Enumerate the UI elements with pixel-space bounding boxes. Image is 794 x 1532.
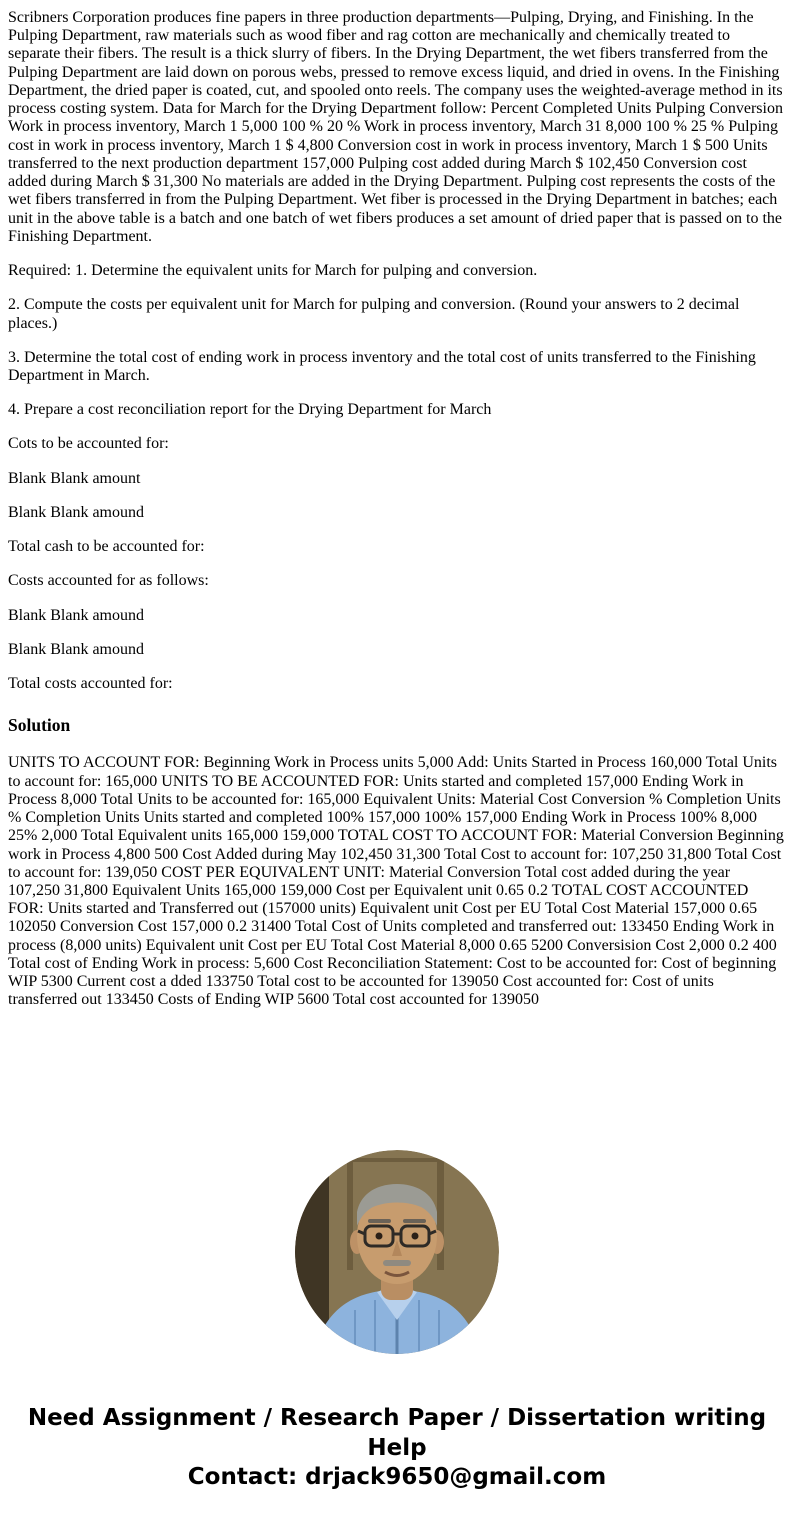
footer — [0, 1404, 794, 1522]
contact-email: Contact: drjack9650@gmail.com — [187, 1464, 607, 1491]
recon-line-costs-to-account: Cots to be accounted for: — [8, 435, 169, 453]
required-item-3: 3. Determine the total cost of ending work in process inventory and the total cost of units transferred to the Finishing Department in March. — [8, 348, 756, 384]
recon-line-costs-accounted: Costs accounted for as follows: — [8, 572, 209, 590]
solution-text: UNITS TO ACCOUNT FOR: Beginning Work in Process units 5,000 Add: Units Started in Process 160,000 Total Units to account for: 165,000 UNITS TO BE ACCOUNTED FOR: Units started and completed 157,000 Ending Work in Process 8,000 Total Units to be accounted for: 165,000 Equivalent Units: Material Cost Conversion % Completion Units % Completion Units Units started and completed 100% 157,000 100% 157,000 Ending Work in Process 100% 8,000 25% 2,000 Total Equivalent units 165,000 159,000 TOTAL COST TO ACCOUNT FOR: Material Conversion Beginning work in Process 4,800 500 Cost Added during May 102,450 31,300 Total Cost to account for: 107,250 31,800 Total Cost to account for: 139,050 COST PER EQUIVALENT UNIT: Material Conversion Total cost added during the year 107,250 31,800 Equivalent Units 165,000 159,000 Cost per Equivalent unit 0.65 0.2 TOTAL COST ACCOUNTED FOR: Units started and Transferred out (157000 units) Equivalent unit Cost per EU Total Cost Material 157,000 0.65 102050 Conversion Cost 157,000 0.2 31400 Total Cost of Units completed and transferred out: 133450 Ending Work in process (8,000 units) Equivalent unit Cost per EU Total Cost Material 8,000 0.65 5200 Conversision Cost 2,000 0.2 400 Total cost of Ending Work in process: 5,600 Cost Reconciliation Statement: Cost to be accounted for: Cost of beginning WIP 5300 Current cost a dded 133750 Total cost to be accounted for 139050 Cost accounted for: Cost of units transferred out 133450 Costs of Ending WIP 5600 Total cost accounted for 139050 — [8, 754, 784, 1009]
document-page — [0, 9, 794, 1010]
solution-heading: Solution — [8, 715, 71, 736]
recon-line-blank-3: Blank Blank amound — [8, 606, 144, 624]
footer-heading: Need Assignment / Research Paper / Dissertation writing Help — [27, 1404, 767, 1461]
portrait-photo — [295, 1150, 499, 1354]
required-item-1: Required: 1. Determine the equivalent units for March for pulping and conversion. — [8, 262, 538, 280]
problem-statement: Scribners Corporation produces fine papers in three production departments—Pulping, Drying, and Finishing. In the Pulping Department, raw materials such as wood fiber and rag cotton are mechanically and chemically treated to separate their fibers. The result is a thick slurry of fibers. In the Drying Department, the wet fibers transferred from the Pulping Department are laid down on porous webs, pressed to remove excess liquid, and dried in ovens. In the Finishing Department, the dried paper is coated, cut, and spooled onto reels. The company uses the weighted-average method in its process costing system. Data for March for the Drying Department follow: Percent Completed Units Pulping Conversion Work in process inventory, March 1 5,000 100 % 20 % Work in process inventory, March 31 8,000 100 % 25 % Pulping cost in work in process inventory, March 1 $ 4,800 Conversion cost in work in process inventory, March 1 $ 500 Units transferred to the next production department 157,000 Pulping cost added during March $ 102,450 Conversion cost added during March $ 31,300 No materials are added in the Drying Department. Pulping cost represents the costs of the wet fibers transferred in from the Pulping Department. Wet fiber is processed in the Drying Department in batches; each unit in the above table is a batch and one batch of wet fibers produces a set amount of dried paper that is passed on to the Finishing Department. — [8, 9, 783, 245]
recon-line-total-cash: Total cash to be accounted for: — [8, 538, 205, 556]
avatar — [295, 1150, 499, 1354]
recon-line-blank-4: Blank Blank amound — [8, 640, 144, 658]
avatar-container — [0, 1150, 794, 1354]
required-item-2: 2. Compute the costs per equivalent unit for March for pulping and conversion. (Round your answers to 2 decimal places.) — [8, 296, 740, 332]
recon-line-total-costs: Total costs accounted for: — [8, 675, 173, 693]
recon-line-blank-1: Blank Blank amount — [8, 469, 141, 487]
required-item-4: 4. Prepare a cost reconciliation report for the Drying Department for March — [8, 401, 492, 419]
recon-line-blank-2: Blank Blank amound — [8, 503, 144, 521]
